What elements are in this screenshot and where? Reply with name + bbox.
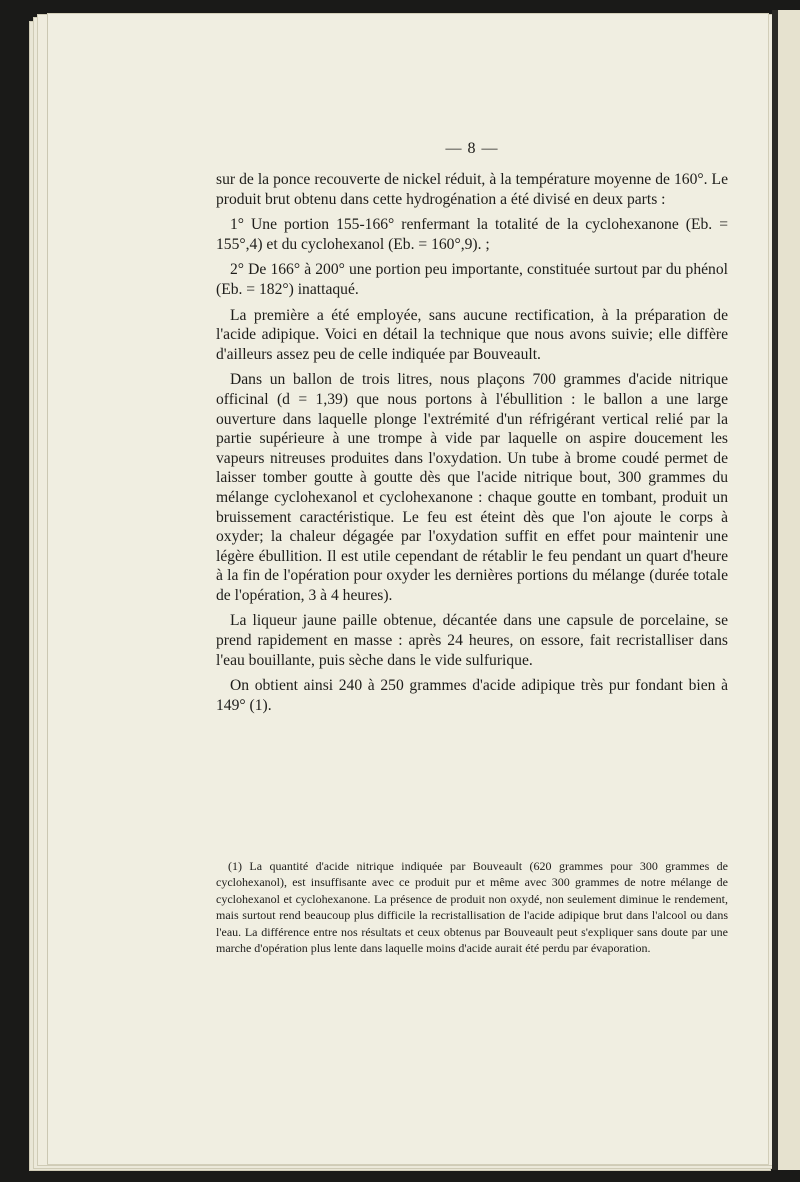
page-number: — 8 — — [445, 140, 499, 157]
paragraph-6: La liqueur jaune paille obtenue, décantée dans une capsule de porcelaine, se prend rapidement en masse : après 24 heures, on essore, fait recristalliser dans l'eau bouillante, puis sèche dans le vide sulfurique. — [216, 612, 728, 669]
paragraph-3: 2° De 166° à 200° une portion peu importante, constituée surtout par du phénol (Eb. = 182°) inattaqué. — [216, 261, 728, 298]
paragraph-7: On obtient ainsi 240 à 250 grammes d'acide adipique très pur fondant bien à 149° (1). — [216, 677, 728, 714]
body-text — [216, 170, 728, 721]
paragraph-5: Dans un ballon de trois litres, nous plaçons 700 grammes d'acide nitrique officinal (d = 1,39) que nous portons à l'ébullition : le ballon a une large ouverture dans laquelle plonge l'extrémité d'un réfrigérant vertical relié par la partie supérieure à une trompe à vide par laquelle on aspire doucement les vapeurs nitreuses produites dans l'oxydation. Un tube à brome coudé permet de laisser tomber goutte à goutte dès que l'acide nitrique bout, 300 grammes du mélange cyclohexanol et cyclohexanone : chaque goutte en tombant, produit un bruissement caractéristique. Le feu est éteint dès que l'on ajoute le corps à oxyder; la chaleur dégagée par l'oxydation suffit en effet pour maintenir une légère ébullition. Il est utile cependant de rétablir le feu pendant un quart d'heure à la fin de l'opération pour oxyder les dernières portions du mélange (durée totale de l'opération, 3 à 4 heures). — [216, 371, 728, 604]
facing-page-edge — [772, 10, 800, 1170]
footnote: (1) La quantité d'acide nitrique indiquée par Bouveault (620 grammes pour 300 grammes de cyclohexanol), est insuffisante avec ce produit pur et même avec 300 grammes de notre mélange de cyclohexanol et cyclohexanone. La présence de produit non oxydé, non seulement diminue le rendement, mais surtout rend beaucoup plus difficile la recristallisation de l'acide adipique brut dans l'alcool ou dans l'eau. La différence entre nos résultats et ceux obtenus par Bouveault peut s'expliquer sans doute par une marche d'opération plus lente dans laquelle moins d'acide aurait été perdu par évaporation. — [216, 859, 728, 956]
paragraph-1: sur de la ponce recouverte de nickel réduit, à la température moyenne de 160°. Le produit brut obtenu dans cette hydrogénation a été divisé en deux parts : — [216, 171, 728, 208]
paragraph-2: 1° Une portion 155-166° renfermant la totalité de la cyclohexanone (Eb. = 155°,4) et du cyclohexanol (Eb. = 160°,9). ; — [216, 216, 728, 253]
binding-shadow — [772, 10, 778, 1170]
paragraph-4: La première a été employée, sans aucune rectification, à la préparation de l'acide adipique. Voici en détail la technique que nous avons suivie; elle diffère d'ailleurs assez peu de celle indiquée par Bouveault. — [216, 306, 728, 363]
page — [48, 14, 768, 1164]
